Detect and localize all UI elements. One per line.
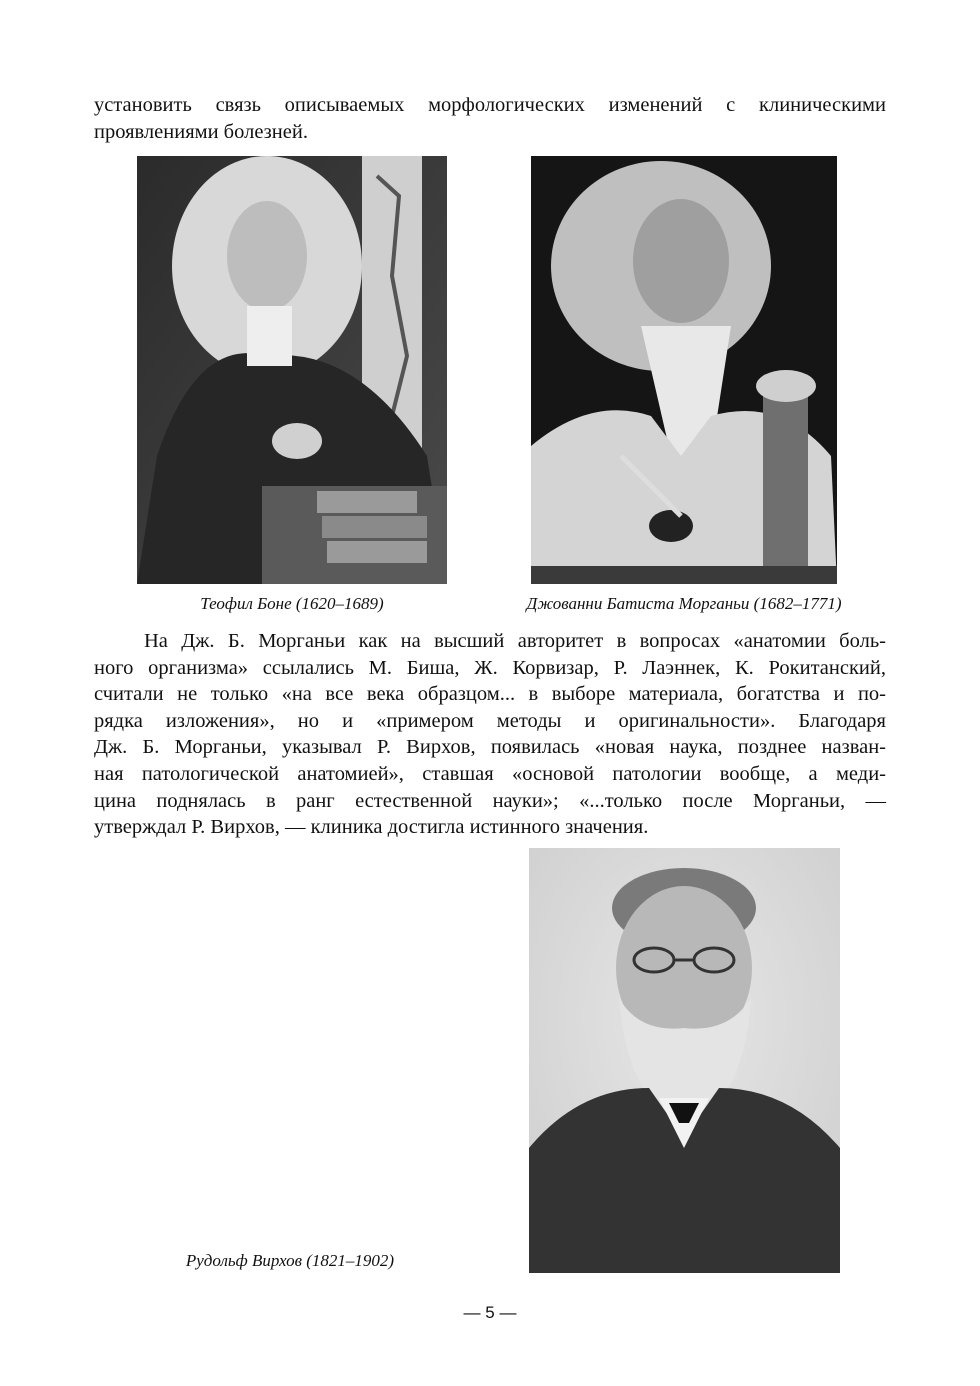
intro-line: проявлениями болезней. (94, 120, 308, 143)
body-line: рядка изложения», но и «примером методы и оригинальности». Благодаря (94, 709, 886, 732)
body-line: ного организма» ссылались М. Биша, Ж. Корвизар, Р. Лаэннек, К. Рокитанский, (94, 656, 886, 679)
morgagni-caption: Джованни Батиста Морганьи (1682–1771) (526, 594, 842, 613)
page-number: — 5 — (463, 1303, 517, 1322)
body-line: Дж. Б. Морганьи, указывал Р. Вирхов, появилась «новая наука, позднее назван- (94, 736, 886, 759)
body-line: цина поднялась в ранг естественной науки»; «...только после Морганьи, — (94, 789, 886, 812)
morgagni-portrait (531, 156, 837, 584)
intro-paragraph (94, 92, 886, 145)
body-line: утверждал Р. Вирхов, — клиника достигла истинного значения. (94, 816, 649, 839)
body-paragraph (94, 628, 886, 841)
body-line: ная патологической анатомией», ставшая «основой патологии вообще, а меди- (94, 762, 886, 785)
teofil-bone-caption: Теофил Боне (1620–1689) (200, 594, 384, 613)
body-line: считали не только «на все века образцом... в выборе материала, богатства и по- (94, 683, 886, 706)
teofil-bone-portrait (137, 156, 447, 584)
body-line: На Дж. Б. Морганьи как на высший авторитет в вопросах «анатомии боль- (144, 630, 886, 652)
virchow-portrait (529, 848, 840, 1273)
virchow-caption: Рудольф Вирхов (1821–1902) (185, 1251, 395, 1270)
intro-line: установить связь описываемых морфологических изменений с клиническими (94, 94, 886, 116)
